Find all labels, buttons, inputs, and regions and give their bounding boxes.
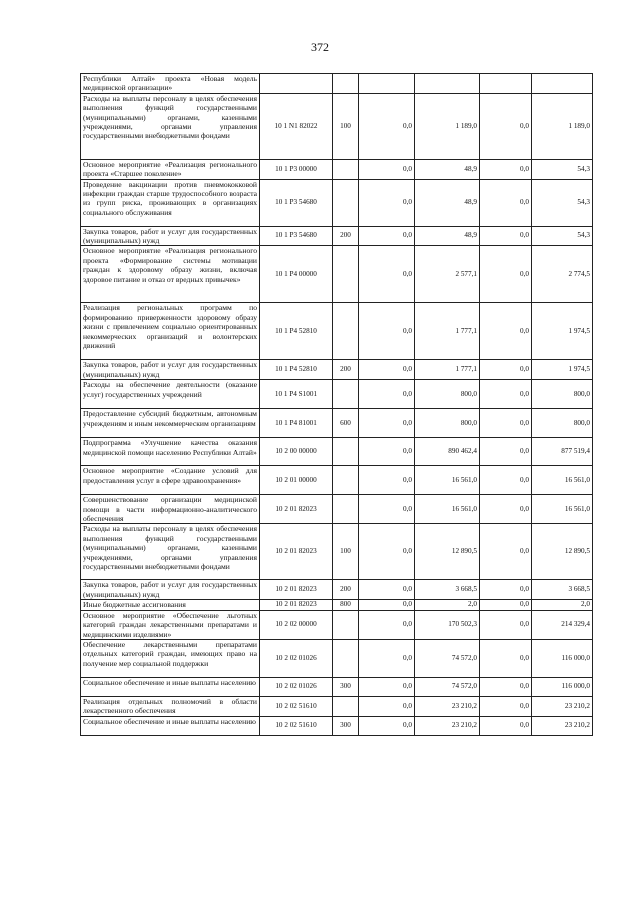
row-value-1: 0,0 [359, 380, 415, 409]
row-expense-type [333, 610, 359, 639]
table-row [81, 159, 593, 179]
row-value-1 [359, 74, 415, 94]
row-code: 10 1 N1 82022 [260, 93, 333, 159]
row-expense-type [333, 495, 359, 524]
row-value-2: 48,9 [415, 226, 480, 246]
row-expense-type: 100 [333, 93, 359, 159]
row-code: 10 2 01 82023 [260, 524, 333, 580]
row-name: Социальное обеспечение и иные выплаты населению [81, 677, 260, 696]
row-name: Закупка товаров, работ и услуг для государственных (муниципальных) нужд [81, 360, 260, 380]
row-value-1: 0,0 [359, 610, 415, 639]
row-name: Иные бюджетные ассигнования [81, 600, 260, 610]
row-expense-type: 300 [333, 716, 359, 735]
row-expense-type [333, 466, 359, 495]
budget-table [80, 73, 593, 736]
row-value-3: 0,0 [480, 716, 532, 735]
row-value-4: 214 329,4 [532, 610, 593, 639]
row-value-2: 800,0 [415, 380, 480, 409]
row-name: Основное мероприятие «Обеспечение льготных категорий граждан лекарственными препаратами и медицинскими изделиями» [81, 610, 260, 639]
row-value-3: 0,0 [480, 580, 532, 600]
row-value-1: 0,0 [359, 677, 415, 696]
row-value-4: 23 210,2 [532, 716, 593, 735]
row-code: 10 2 02 01026 [260, 677, 333, 696]
row-value-1: 0,0 [359, 495, 415, 524]
table-row [81, 600, 593, 610]
row-value-3: 0,0 [480, 524, 532, 580]
row-value-1: 0,0 [359, 303, 415, 360]
row-value-1: 0,0 [359, 696, 415, 716]
row-value-4: 1 189,0 [532, 93, 593, 159]
row-value-4: 2 774,5 [532, 246, 593, 303]
table-row [81, 303, 593, 360]
row-value-4: 116 000,0 [532, 639, 593, 677]
row-value-1: 0,0 [359, 438, 415, 466]
row-value-1: 0,0 [359, 179, 415, 226]
row-name: Проведение вакцинации против пневмококковой инфекции граждан старше трудоспособного возраста из групп риска, проживающих в организациях социального обслуживания [81, 179, 260, 226]
row-code: 10 1 P4 00000 [260, 246, 333, 303]
row-value-1: 0,0 [359, 159, 415, 179]
row-value-1: 0,0 [359, 226, 415, 246]
table-row [81, 580, 593, 600]
row-value-3: 0,0 [480, 495, 532, 524]
row-value-3: 0,0 [480, 93, 532, 159]
row-name: Расходы на выплаты персоналу в целях обеспечения выполнения функций государственными (муниципальными) органами, казенными учреждениями, органами управления государственными внебюджетными фондами [81, 524, 260, 580]
row-code: 10 2 01 82023 [260, 580, 333, 600]
row-value-2: 23 210,2 [415, 696, 480, 716]
row-value-3: 0,0 [480, 438, 532, 466]
row-expense-type [333, 438, 359, 466]
row-value-2: 2 577,1 [415, 246, 480, 303]
row-value-4: 16 561,0 [532, 466, 593, 495]
row-value-2: 74 572,0 [415, 677, 480, 696]
row-value-2: 890 462,4 [415, 438, 480, 466]
row-code: 10 1 P3 54680 [260, 226, 333, 246]
row-value-1: 0,0 [359, 409, 415, 438]
table-row [81, 226, 593, 246]
row-value-3 [480, 74, 532, 94]
row-value-3: 0,0 [480, 380, 532, 409]
row-value-4: 2,0 [532, 600, 593, 610]
row-name: Социальное обеспечение и иные выплаты населению [81, 716, 260, 735]
row-code: 10 1 P4 52810 [260, 360, 333, 380]
row-value-1: 0,0 [359, 639, 415, 677]
table-row [81, 696, 593, 716]
row-value-3: 0,0 [480, 677, 532, 696]
page-number: 372 [311, 40, 329, 54]
row-code: 10 2 02 51610 [260, 716, 333, 735]
table-row [81, 716, 593, 735]
row-name: Закупка товаров, работ и услуг для государственных (муниципальных) нужд [81, 226, 260, 246]
row-value-1: 0,0 [359, 524, 415, 580]
row-value-3: 0,0 [480, 696, 532, 716]
row-value-3: 0,0 [480, 303, 532, 360]
row-value-3: 0,0 [480, 639, 532, 677]
row-expense-type: 800 [333, 600, 359, 610]
row-code: 10 2 00 00000 [260, 438, 333, 466]
row-name: Предоставление субсидий бюджетным, автономным учреждениям и иным некоммерческим организациям [81, 409, 260, 438]
row-value-3: 0,0 [480, 226, 532, 246]
row-value-4: 16 561,0 [532, 495, 593, 524]
row-value-2: 48,9 [415, 159, 480, 179]
table-row [81, 380, 593, 409]
table-row [81, 438, 593, 466]
row-value-1: 0,0 [359, 466, 415, 495]
row-value-2: 1 189,0 [415, 93, 480, 159]
table-row [81, 74, 593, 94]
row-name: Основное мероприятие «Реализация регионального проекта «Старшее поколение» [81, 159, 260, 179]
row-expense-type [333, 159, 359, 179]
table-row [81, 93, 593, 159]
table-row [81, 409, 593, 438]
row-code: 10 1 P3 54680 [260, 179, 333, 226]
row-value-2: 16 561,0 [415, 466, 480, 495]
row-value-1: 0,0 [359, 93, 415, 159]
row-value-4: 800,0 [532, 409, 593, 438]
row-value-2: 1 777,1 [415, 360, 480, 380]
row-value-1: 0,0 [359, 360, 415, 380]
row-value-2: 3 668,5 [415, 580, 480, 600]
row-value-4: 12 890,5 [532, 524, 593, 580]
row-code: 10 2 02 01026 [260, 639, 333, 677]
row-name: Закупка товаров, работ и услуг для государственных (муниципальных) нужд [81, 580, 260, 600]
row-value-3: 0,0 [480, 466, 532, 495]
row-code: 10 2 01 00000 [260, 466, 333, 495]
row-code: 10 2 01 82023 [260, 495, 333, 524]
row-value-4: 23 210,2 [532, 696, 593, 716]
row-expense-type [333, 639, 359, 677]
row-expense-type [333, 179, 359, 226]
row-value-2: 170 502,3 [415, 610, 480, 639]
row-expense-type [333, 246, 359, 303]
table-row [81, 360, 593, 380]
table-row [81, 610, 593, 639]
row-value-3: 0,0 [480, 159, 532, 179]
row-value-2: 800,0 [415, 409, 480, 438]
row-value-4: 1 974,5 [532, 303, 593, 360]
row-value-2: 74 572,0 [415, 639, 480, 677]
row-value-3: 0,0 [480, 179, 532, 226]
row-code: 10 1 P4 81001 [260, 409, 333, 438]
row-value-2 [415, 74, 480, 94]
row-value-4: 116 000,0 [532, 677, 593, 696]
table-row [81, 179, 593, 226]
row-name: Расходы на обеспечение деятельности (оказание услуг) государственных учреждений [81, 380, 260, 409]
row-name: Расходы на выплаты персоналу в целях обеспечения выполнения функций государственными (муниципальными) органами, казенными учреждениями, органами управления государственными внебюджетными фондами [81, 93, 260, 159]
row-code: 10 2 02 51610 [260, 696, 333, 716]
row-expense-type [333, 696, 359, 716]
row-name: Основное мероприятие «Реализация регионального проекта «Формирование системы мотивации граждан к здоровому образу жизни, включая здоровое питание и отказ от вредных привычек» [81, 246, 260, 303]
row-expense-type: 600 [333, 409, 359, 438]
row-name: Подпрограмма «Улучшение качества оказания медицинской помощи населению Республики Алтай» [81, 438, 260, 466]
row-value-4: 54,3 [532, 179, 593, 226]
row-value-2: 23 210,2 [415, 716, 480, 735]
table-row [81, 495, 593, 524]
row-name: Республики Алтай» проекта «Новая модель медицинской организации» [81, 74, 260, 94]
row-value-2: 12 890,5 [415, 524, 480, 580]
row-value-1: 0,0 [359, 600, 415, 610]
row-value-1: 0,0 [359, 580, 415, 600]
row-value-1: 0,0 [359, 246, 415, 303]
row-expense-type: 100 [333, 524, 359, 580]
row-value-2: 1 777,1 [415, 303, 480, 360]
row-value-3: 0,0 [480, 600, 532, 610]
table-row [81, 524, 593, 580]
row-value-1: 0,0 [359, 716, 415, 735]
row-code: 10 2 02 00000 [260, 610, 333, 639]
table-body [81, 74, 593, 736]
row-expense-type: 200 [333, 580, 359, 600]
row-code: 10 1 P4 S1001 [260, 380, 333, 409]
row-value-3: 0,0 [480, 409, 532, 438]
row-name: Совершенствование организации медицинской помощи в части информационно-аналитического обеспечения [81, 495, 260, 524]
row-expense-type: 200 [333, 360, 359, 380]
row-name: Обеспечение лекарственными препаратами отдельных категорий граждан, имеющих право на получение мер социальной поддержки [81, 639, 260, 677]
table-row [81, 639, 593, 677]
row-name: Основное мероприятие «Создание условий для предоставления услуг в сфере здравоохранения» [81, 466, 260, 495]
row-expense-type: 200 [333, 226, 359, 246]
row-value-4: 800,0 [532, 380, 593, 409]
row-expense-type [333, 380, 359, 409]
row-expense-type: 300 [333, 677, 359, 696]
row-expense-type [333, 74, 359, 94]
row-value-2: 48,9 [415, 179, 480, 226]
row-name: Реализация региональных программ по формированию приверженности здоровому образу жизни с привлечением социально ориентированных некоммерческих организаций и волонтерских движений [81, 303, 260, 360]
table-row [81, 677, 593, 696]
row-value-4: 1 974,5 [532, 360, 593, 380]
row-code: 10 2 01 82023 [260, 600, 333, 610]
row-expense-type [333, 303, 359, 360]
row-value-3: 0,0 [480, 246, 532, 303]
row-value-4: 54,3 [532, 226, 593, 246]
row-value-4: 3 668,5 [532, 580, 593, 600]
row-code: 10 1 P3 00000 [260, 159, 333, 179]
table-row [81, 246, 593, 303]
row-value-3: 0,0 [480, 610, 532, 639]
row-value-4: 54,3 [532, 159, 593, 179]
row-value-3: 0,0 [480, 360, 532, 380]
row-value-2: 2,0 [415, 600, 480, 610]
row-code [260, 74, 333, 94]
row-code: 10 1 P4 52810 [260, 303, 333, 360]
row-value-4: 877 519,4 [532, 438, 593, 466]
table-row [81, 466, 593, 495]
row-value-2: 16 561,0 [415, 495, 480, 524]
row-value-4 [532, 74, 593, 94]
row-name: Реализация отдельных полномочий в области лекарственного обеспечения [81, 696, 260, 716]
